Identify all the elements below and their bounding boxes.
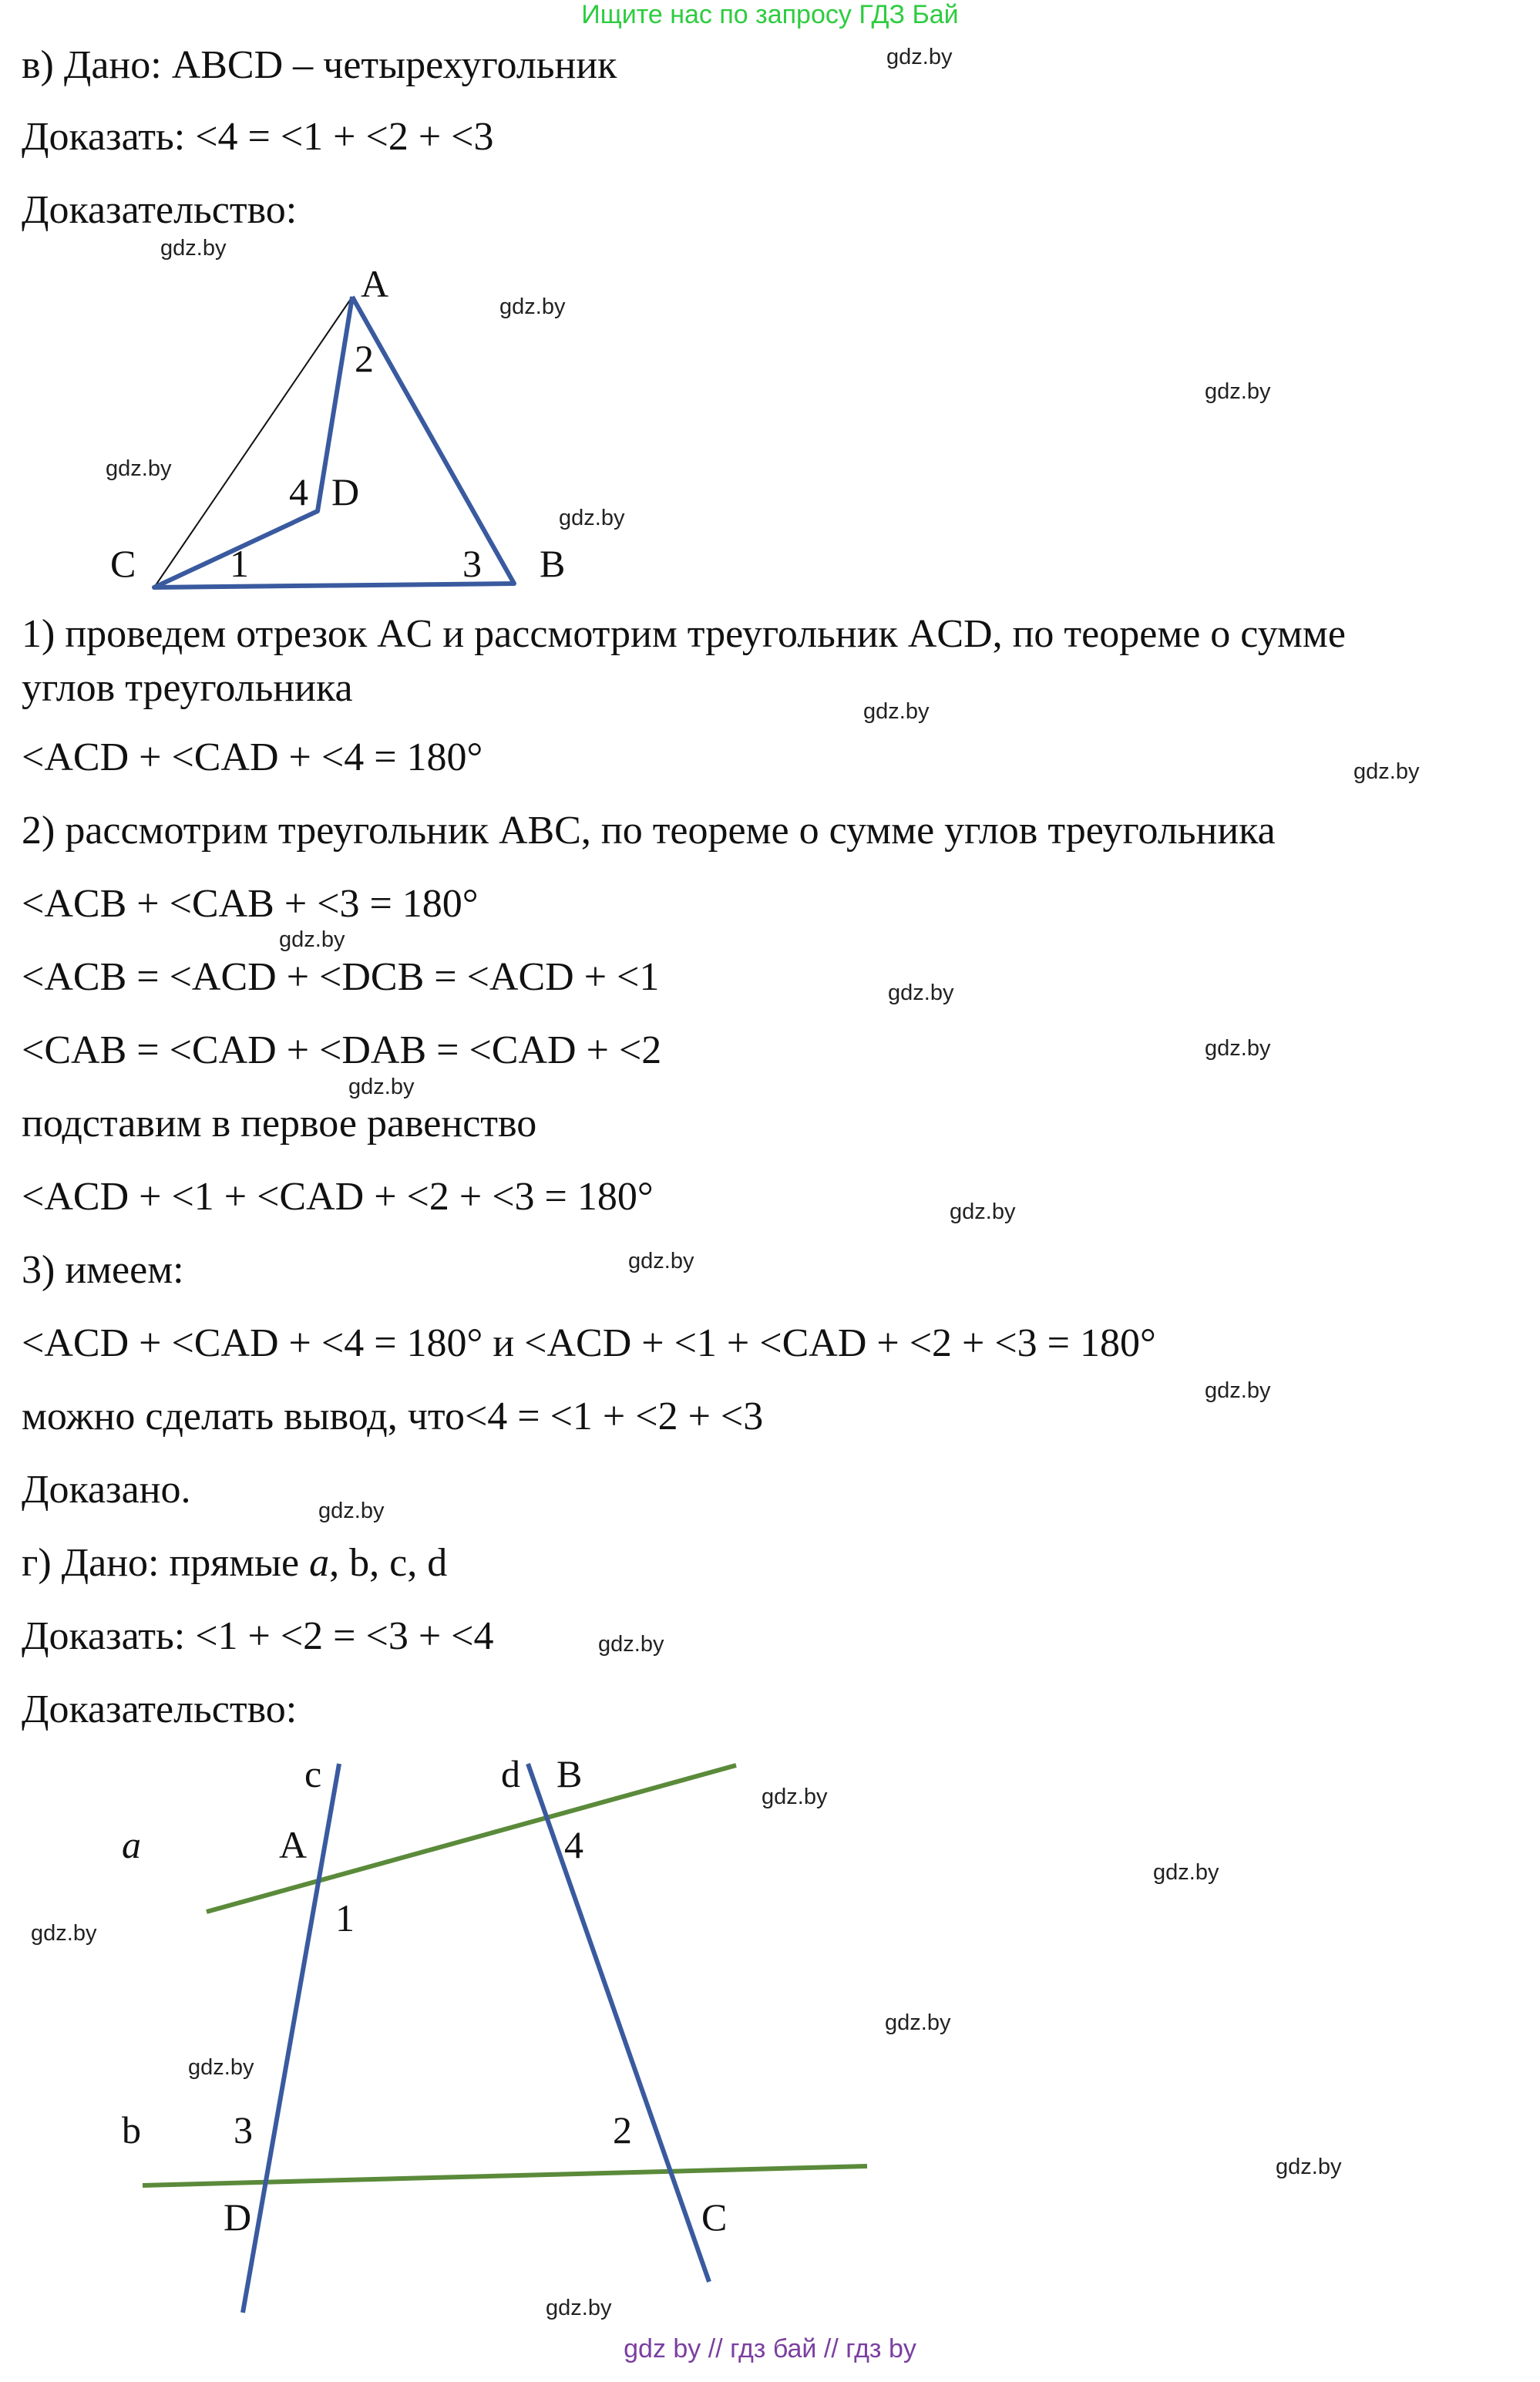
- eq6: <ACD + <CAD + <4 = 180° и <ACD + <1 + <CAD + <2 + <3 = 180°: [22, 1321, 1156, 1365]
- watermark: gdz.by: [1153, 1860, 1219, 1885]
- watermark: gdz.by: [1205, 1036, 1271, 1061]
- label-d: d: [501, 1752, 520, 1795]
- label-B: B: [540, 542, 566, 585]
- watermark: gdz.by: [348, 1075, 415, 1099]
- eq5: <ACD + <1 + <CAD + <2 + <3 = 180°: [22, 1175, 654, 1219]
- given-v: в) Дано: ABCD – четырехугольник: [22, 43, 617, 87]
- watermark: gdz.by: [886, 45, 953, 69]
- label-C: C: [110, 542, 136, 585]
- watermark: gdz.by: [559, 506, 625, 530]
- label-D: D: [331, 470, 360, 513]
- watermark: gdz.by: [1276, 2155, 1342, 2179]
- label-angle-3: 3: [462, 542, 482, 585]
- watermark: gdz.by: [279, 927, 345, 952]
- step2: 2) рассмотрим треугольник ABC, по теореме о сумме углов треугольника: [22, 809, 1276, 853]
- eq3: <ACB = <ACD + <DCB = <ACD + <1: [22, 955, 660, 999]
- label-B-g: B: [556, 1752, 583, 1795]
- watermark: gdz.by: [318, 1499, 385, 1523]
- substitution-note: подставим в первое равенство: [22, 1102, 537, 1146]
- watermark: gdz.by: [546, 2296, 612, 2320]
- step1-line2: углов треугольника: [22, 666, 353, 710]
- prove-v: Доказать: <4 = <1 + <2 + <3: [22, 115, 494, 159]
- label-angle-2-g: 2: [613, 2108, 632, 2152]
- watermark: gdz.by: [628, 1249, 694, 1273]
- line-d: [528, 1764, 709, 2282]
- label-c: c: [304, 1752, 322, 1795]
- label-angle-1: 1: [230, 542, 249, 585]
- line-b: [143, 2166, 867, 2185]
- segment-ac: [154, 297, 352, 587]
- label-angle-4-g: 4: [564, 1823, 583, 1866]
- eq2: <ACB + <CAB + <3 = 180°: [22, 882, 479, 926]
- watermark: gdz.by: [950, 1199, 1016, 1224]
- watermark: gdz.by: [499, 294, 566, 319]
- proof-title-v: Доказательство:: [22, 188, 298, 232]
- watermark: gdz.by: [31, 1921, 97, 1946]
- label-angle-1-g: 1: [335, 1896, 355, 1940]
- eq1: <ACD + <CAD + <4 = 180°: [22, 735, 483, 779]
- label-C-g: C: [701, 2195, 728, 2239]
- proved: Доказано.: [22, 1468, 191, 1512]
- watermark: gdz.by: [888, 981, 954, 1005]
- conclusion: можно сделать вывод, что<4 = <1 + <2 + <3: [22, 1395, 764, 1438]
- watermark: gdz.by: [762, 1785, 828, 1809]
- label-angle-2: 2: [355, 337, 374, 380]
- watermark: gdz.by: [1205, 1378, 1271, 1403]
- given-g: г) Дано: прямые a, b, c, d: [22, 1541, 448, 1585]
- prove-g: Доказать: <1 + <2 = <3 + <4: [22, 1614, 494, 1658]
- proof-title-g: Доказательство:: [22, 1687, 298, 1731]
- label-A: A: [361, 262, 389, 305]
- step3: 3) имеем:: [22, 1248, 184, 1292]
- label-angle-3-g: 3: [234, 2108, 253, 2152]
- quadrilateral-abcd: [154, 297, 514, 587]
- watermark: gdz.by: [1205, 379, 1271, 404]
- watermark: gdz.by: [106, 456, 172, 481]
- label-angle-4: 4: [289, 470, 308, 513]
- figure-lines: [0, 1742, 925, 2328]
- label-b: b: [122, 2108, 141, 2152]
- label-D-g: D: [224, 2195, 252, 2239]
- site-header-banner[interactable]: Ищите нас по запросу ГДЗ Бай: [581, 0, 959, 29]
- watermark: gdz.by: [598, 1632, 664, 1657]
- footer-links[interactable]: gdz by // гдз бай // гдз by: [624, 2334, 916, 2363]
- watermark: gdz.by: [885, 2010, 951, 2035]
- label-a: a: [122, 1823, 141, 1866]
- watermark: gdz.by: [1353, 759, 1420, 784]
- watermark: gdz.by: [188, 2055, 254, 2080]
- watermark: gdz.by: [160, 236, 227, 261]
- watermark: gdz.by: [863, 699, 930, 724]
- step1-line1: 1) проведем отрезок AC и рассмотрим треугольник ACD, по теореме о сумме: [22, 612, 1346, 656]
- eq4: <CAB = <CAD + <DAB = <CAD + <2: [22, 1028, 662, 1072]
- label-A-g: A: [279, 1823, 308, 1866]
